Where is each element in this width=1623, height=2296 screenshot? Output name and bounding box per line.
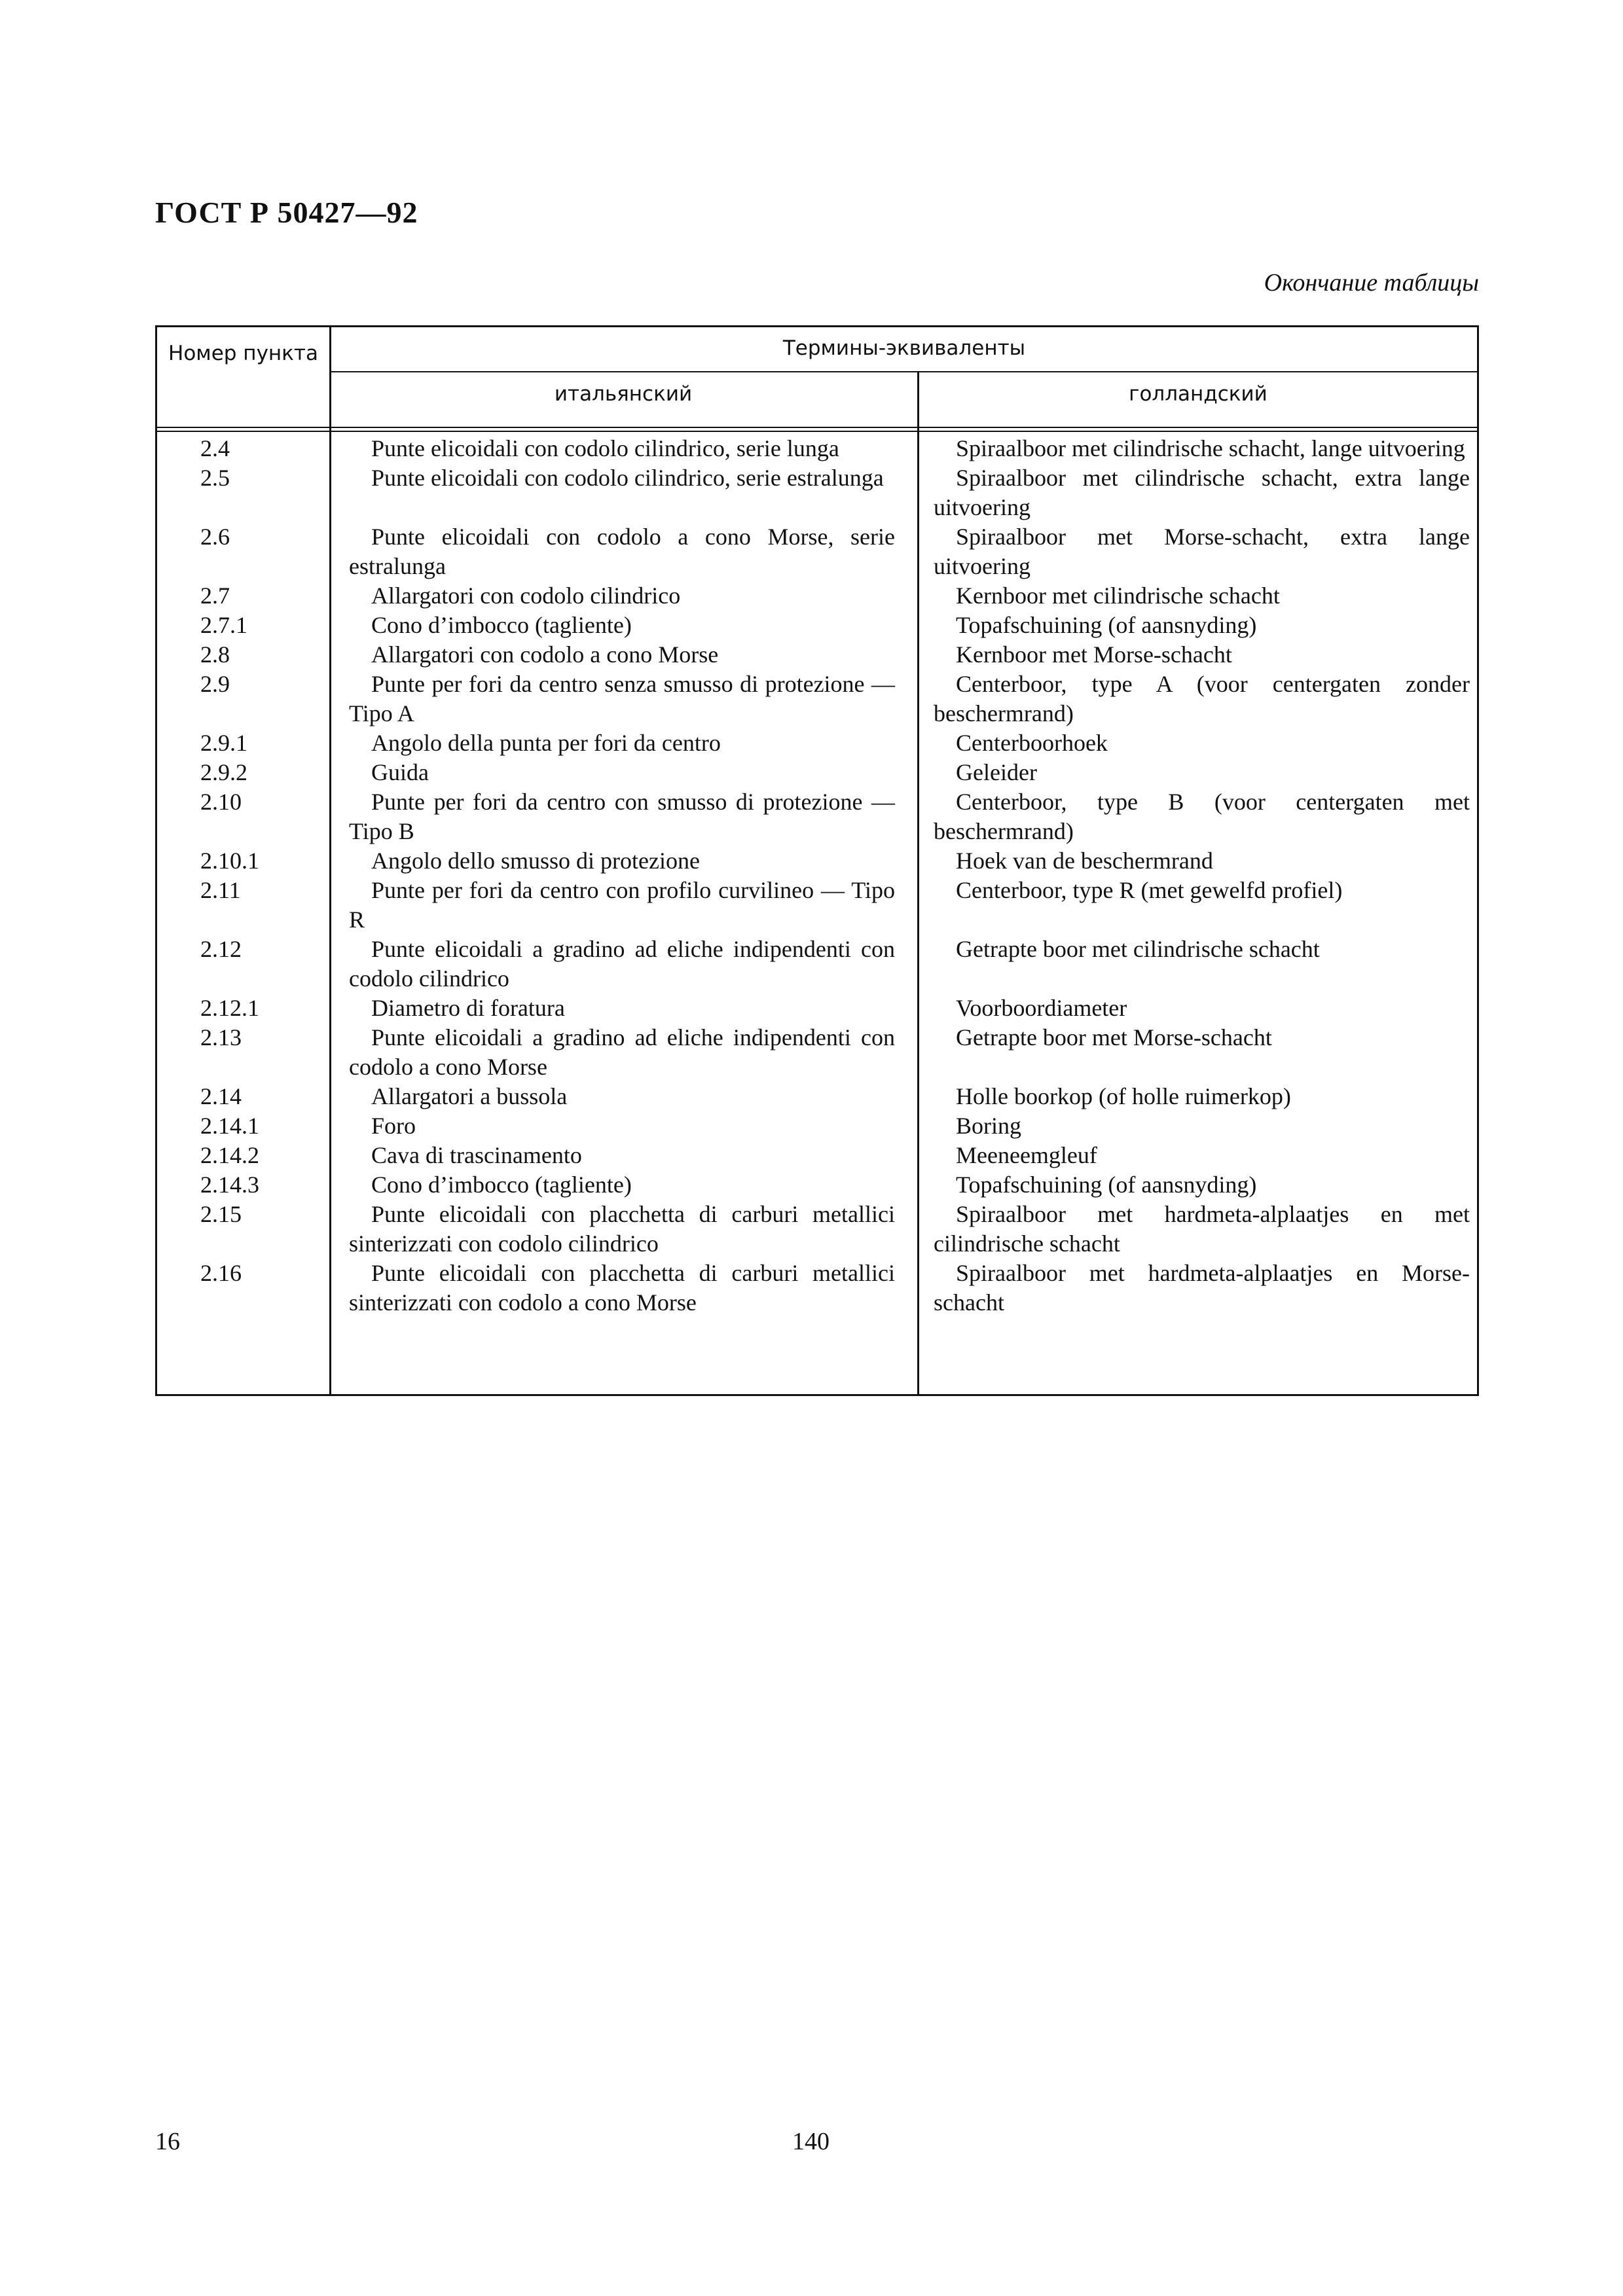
dutch-term: Boring xyxy=(956,1113,1022,1139)
dutch-term: Meeneemgleuf xyxy=(956,1142,1097,1168)
table-row xyxy=(157,1259,1477,1318)
dutch-term: Kernboor met cilindrische schacht xyxy=(956,583,1280,609)
italian-term: Foro xyxy=(371,1113,416,1139)
page-number-left: 16 xyxy=(155,2128,180,2155)
header-italian: итальянский xyxy=(554,382,693,406)
item-number: 2.14.2 xyxy=(200,1142,259,1168)
italian-term: Guida xyxy=(371,759,429,785)
item-number: 2.6 xyxy=(200,524,230,550)
italian-term: Cono d’imbocco (tagliente) xyxy=(371,1172,632,1198)
item-number: 2.12.1 xyxy=(200,995,259,1021)
header-divider xyxy=(157,431,1477,432)
dutch-term: Spiraalboor met cilindrische schacht, lange uitvoering xyxy=(956,435,1465,461)
item-number: 2.14 xyxy=(200,1083,242,1109)
item-number: 2.5 xyxy=(200,465,230,491)
table-row xyxy=(157,1111,1477,1141)
italian-term: Punte elicoidali con codolo cilindrico, serie lunga xyxy=(371,435,839,461)
item-number: 2.13 xyxy=(200,1024,242,1050)
dutch-term: Centerboor, type A (voor centergaten zonder beschermrand) xyxy=(934,671,1470,726)
table-row xyxy=(157,1200,1477,1259)
terms-table xyxy=(155,325,1479,1396)
table-caption: Окончание таблицы xyxy=(1264,269,1479,296)
dutch-term: Spiraalboor met hardmeta-alplaatjes en met cilindrische schacht xyxy=(934,1201,1470,1257)
italian-term: Punte elicoidali a gradino ad eliche indipendenti con codolo cilindrico xyxy=(349,936,895,992)
table-row xyxy=(157,670,1477,728)
item-number: 2.11 xyxy=(200,877,241,903)
table-row xyxy=(157,935,1477,994)
item-number: 2.14.3 xyxy=(200,1172,259,1198)
item-number: 2.12 xyxy=(200,936,242,962)
item-number: 2.8 xyxy=(200,641,230,668)
item-number: 2.9.1 xyxy=(200,730,247,756)
table-row xyxy=(157,846,1477,876)
table-body xyxy=(157,434,1477,1318)
italian-term: Punte per fori da centro con profilo curvilineo — Tipo R xyxy=(349,877,895,933)
item-number: 2.16 xyxy=(200,1260,242,1286)
table-row xyxy=(157,1023,1477,1082)
table-row xyxy=(157,1170,1477,1200)
dutch-term: Getrapte boor met cilindrische schacht xyxy=(956,936,1320,962)
dutch-term: Geleider xyxy=(956,759,1037,785)
dutch-term: Centerboor, type B (voor centergaten met beschermrand) xyxy=(934,789,1470,844)
dutch-term: Kernboor met Morse-schacht xyxy=(956,641,1232,668)
header-terms-equivalents: Термины-эквиваленты xyxy=(782,336,1026,360)
header-divider xyxy=(157,427,1477,428)
dutch-term: Centerboorhoek xyxy=(956,730,1108,756)
italian-term: Angolo dello smusso di protezione xyxy=(371,848,700,874)
italian-term: Diametro di foratura xyxy=(371,995,565,1021)
table-row xyxy=(157,522,1477,581)
italian-term: Allargatori a bussola xyxy=(371,1083,568,1109)
item-number: 2.7 xyxy=(200,583,230,609)
italian-term: Punte per fori da centro senza smusso di protezione — Tipo A xyxy=(349,671,895,726)
italian-term: Allargatori con codolo a cono Morse xyxy=(371,641,719,668)
item-number: 2.9.2 xyxy=(200,759,247,785)
dutch-term: Centerboor, type R (met gewelfd profiel) xyxy=(956,877,1343,903)
table-row xyxy=(157,728,1477,758)
dutch-term: Spiraalboor met Morse-schacht, extra lange uitvoering xyxy=(934,524,1470,579)
table-row xyxy=(157,463,1477,522)
table-row xyxy=(157,1141,1477,1170)
item-number: 2.9 xyxy=(200,671,230,697)
italian-term: Punte elicoidali con codolo a cono Morse, serie estralunga xyxy=(349,524,895,579)
item-number: 2.4 xyxy=(200,435,230,461)
table-row xyxy=(157,640,1477,670)
table-row xyxy=(157,876,1477,935)
italian-term: Punte per fori da centro con smusso di protezione — Tipo B xyxy=(349,789,895,844)
dutch-term: Getrapte boor met Morse-schacht xyxy=(956,1024,1272,1050)
table-row xyxy=(157,611,1477,640)
page-number-center: 140 xyxy=(792,2128,830,2155)
item-number: 2.10 xyxy=(200,789,242,815)
dutch-term: Spiraalboor met hardmeta-alplaatjes en Morse-schacht xyxy=(934,1260,1470,1316)
table-row xyxy=(157,787,1477,846)
italian-term: Punte elicoidali con codolo cilindrico, serie estralunga xyxy=(371,465,884,491)
dutch-term: Topafschuining (of aansnyding) xyxy=(956,1172,1257,1198)
header-divider xyxy=(329,371,1477,372)
italian-term: Punte elicoidali a gradino ad eliche indipendenti con codolo a cono Morse xyxy=(349,1024,895,1080)
item-number: 2.7.1 xyxy=(200,612,247,638)
table-row xyxy=(157,434,1477,463)
dutch-term: Hoek van de beschermrand xyxy=(956,848,1213,874)
header-dutch: голландский xyxy=(1129,382,1267,406)
italian-term: Cono d’imbocco (tagliente) xyxy=(371,612,632,638)
dutch-term: Voorboordiameter xyxy=(956,995,1127,1021)
dutch-term: Spiraalboor met cilindrische schacht, extra lange uitvoering xyxy=(934,465,1470,520)
italian-term: Allargatori con codolo cilindrico xyxy=(371,583,681,609)
table-row xyxy=(157,994,1477,1023)
table-row xyxy=(157,581,1477,611)
italian-term: Punte elicoidali con placchetta di carburi metallici sinterizzati con codolo a cono Morse xyxy=(349,1260,895,1316)
italian-term: Punte elicoidali con placchetta di carburi metallici sinterizzati con codolo cilindrico xyxy=(349,1201,895,1257)
dutch-term: Topafschuining (of aansnyding) xyxy=(956,612,1257,638)
dutch-term: Holle boorkop (of holle ruimerkop) xyxy=(956,1083,1291,1109)
table-row xyxy=(157,758,1477,787)
italian-term: Cava di trascinamento xyxy=(371,1142,582,1168)
italian-term: Angolo della punta per fori da centro xyxy=(371,730,721,756)
table-row xyxy=(157,1082,1477,1111)
item-number: 2.10.1 xyxy=(200,848,259,874)
document-code: ГОСТ Р 50427—92 xyxy=(155,196,418,229)
header-item-number: Номер пункта xyxy=(168,342,318,365)
item-number: 2.15 xyxy=(200,1201,242,1227)
item-number: 2.14.1 xyxy=(200,1113,259,1139)
